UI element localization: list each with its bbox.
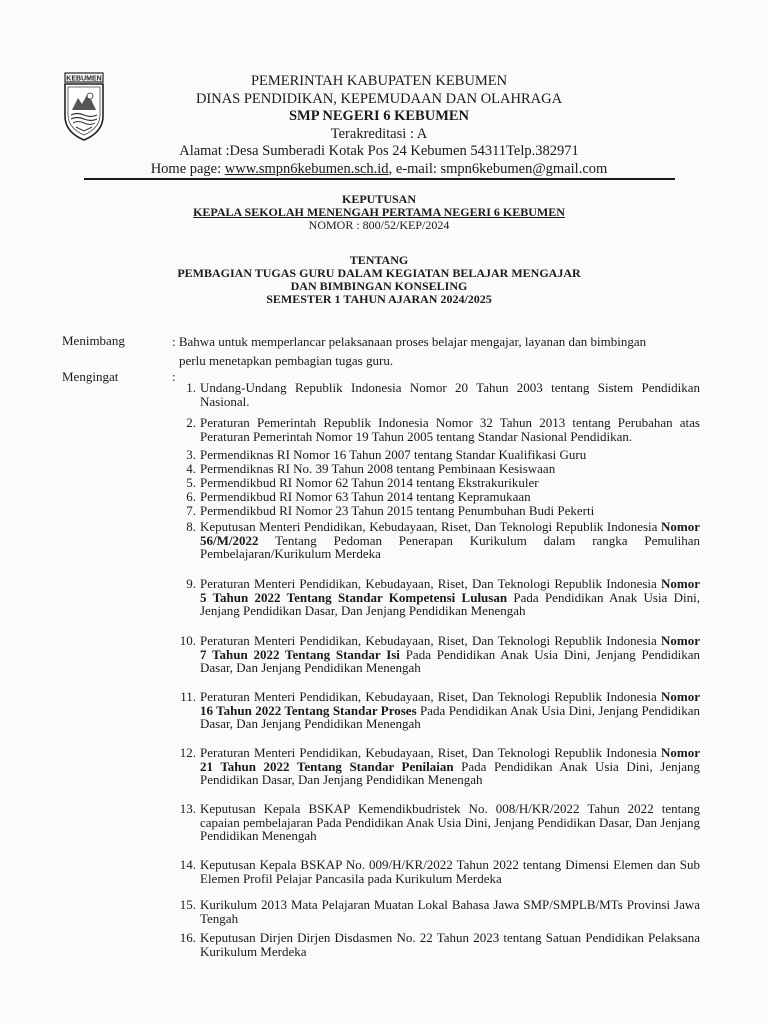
item-text-regular: Peraturan Menteri Pendidikan, Kebudayaan, Riset, Dan Teknologi Republik Indonesia <box>200 689 661 704</box>
item-text-regular: Peraturan Pemerintah Republik Indonesia Nomor 32 Tahun 2013 tentang Perubahan atas Peraturan Pemerintah Nomor 19 Tahun 2005 tentang Standar Nasional Pendidikan. <box>200 415 700 444</box>
item-number: 13. <box>179 801 196 816</box>
letterhead-department: DINAS PENDIDIKAN, KEPEMUDAAN DAN OLAHRAGA <box>195 90 563 107</box>
item-text-regular: Undang-Undang Republik Indonesia Nomor 20 Tahun 2003 tentang Sistem Pendidikan Nasional. <box>200 380 700 409</box>
item-text-continued: Pada Pendidikan Anak Usia Dini, Jenjang Pendidikan Dasar, Dan Jenjang Pendidikan Menengah <box>200 646 700 675</box>
item-number: 9. <box>186 576 196 591</box>
item-text-emphasis: Nomor 56/M/2022 <box>200 519 700 548</box>
item-number: 7. <box>186 503 196 518</box>
item-number: 8. <box>186 519 196 534</box>
considering-line-2: perlu menetapkan pembagian tugas guru. <box>179 353 394 368</box>
item-text-emphasis: Nomor 5 Tahun 2022 Tentang Standar Kompetensi Lulusan <box>200 576 700 605</box>
item-text <box>200 490 700 504</box>
item-number: 16. <box>179 930 196 945</box>
item-text <box>200 448 700 462</box>
letterhead-address: Alamat :Desa Sumberadi Kotak Pos 24 Kebumen 54311Telp.382971 <box>179 143 579 159</box>
item-text-emphasis: Nomor 16 Tahun 2022 Tentang Standar Proses <box>200 689 700 718</box>
decree-subject <box>110 254 648 306</box>
item-text-regular: Permendikbud RI Nomor 63 Tahun 2014 tentang Kepramukaan <box>200 489 531 504</box>
item-text-regular: Kurikulum 2013 Mata Pelajaran Muatan Lokal Bahasa Jawa SMP/SMPLB/MTs Provinsi Jawa Tengah <box>200 897 700 926</box>
item-text-emphasis: Nomor 21 Tahun 2022 Tentang Standar Penilaian <box>200 745 700 774</box>
decree-number: NOMOR : 800/52/KEP/2024 <box>308 218 450 232</box>
item-text-regular: Peraturan Menteri Pendidikan, Kebudayaan, Riset, Dan Teknologi Republik Indonesia <box>200 576 661 591</box>
item-text <box>200 462 700 476</box>
letterhead-divider <box>84 178 675 180</box>
item-number: 6. <box>186 489 196 504</box>
considering-line-1: : Bahwa untuk memperlancar pelaksanaan proses belajar mengajar, layanan dan bimbingan <box>172 334 647 349</box>
item-text-emphasis: Nomor 7 Tahun 2022 Tentang Standar Isi <box>200 633 700 662</box>
item-text-continued: Pada Pendidikan Anak Usia Dini, Jenjang Pendidikan Dasar, Dan Jenjang Pendidikan Menengah <box>200 589 700 618</box>
item-text-regular: Permendikbud RI Nomor 62 Tahun 2014 tentang Ekstrakurikuler <box>200 475 539 490</box>
item-number: 5. <box>186 475 196 490</box>
letterhead <box>110 73 648 178</box>
item-number: 1. <box>186 380 196 395</box>
item-text-regular: Keputusan Kepala BSKAP Kemendikbudristek No. 008/H/KR/2022 Tahun 2022 tentang capaian pembelajaran Pada Pendidikan Anak Usia Dini, Jenjang Pendidikan Dasar, Dan Jenjang Pendidikan Menengah <box>200 801 700 843</box>
item-text-regular: Peraturan Menteri Pendidikan, Kebudayaan, Riset, Dan Teknologi Republik Indonesia <box>200 745 661 760</box>
item-text <box>200 898 700 925</box>
item-text <box>200 931 700 958</box>
letterhead-accreditation: Terakreditasi : A <box>330 125 428 142</box>
about-label: TENTANG <box>349 253 409 267</box>
svg-text:KEBUMEN: KEBUMEN <box>66 75 102 83</box>
item-text-continued: Pada Pendidikan Anak Usia Dini, Jenjang Pendidikan Dasar, Dan Jenjang Pendidikan Menengah <box>200 758 701 787</box>
email-text: , e-mail: smpn6kebumen@gmail.com <box>388 160 608 177</box>
recalling-label: Mengingat <box>62 369 119 384</box>
item-number: 10. <box>179 633 196 648</box>
item-number: 11. <box>180 689 196 704</box>
item-number: 4. <box>186 461 196 476</box>
letterhead-school-name: SMP NEGERI 6 KEBUMEN <box>288 108 470 124</box>
item-text <box>200 577 700 618</box>
item-text-continued: Tentang Pedoman Penerapan Kurikulum dalam rangka Pemulihan Pembelajaran/Kurikulum Merdeka <box>200 532 700 561</box>
item-text-regular: Keputusan Dirjen Dirjen Disdasmen No. 22 Tahun 2023 tentang Satuan Pendidikan Pelaksana Kurikulum Merdeka <box>200 930 700 959</box>
item-text <box>200 504 700 518</box>
homepage-label: Home page: <box>150 160 225 177</box>
item-text-continued: Pada Pendidikan Anak Usia Dini, Jenjang Pendidikan Dasar, Dan Jenjang Pendidikan Menengah <box>200 702 701 731</box>
considering-label: Menimbang <box>62 333 125 348</box>
letterhead-government: PEMERINTAH KABUPATEN KEBUMEN <box>250 73 508 89</box>
item-text-regular: Permendiknas RI No. 39 Tahun 2008 tentang Pembinaan Kesiswaan <box>200 461 556 476</box>
item-text <box>200 520 700 561</box>
item-text <box>200 634 700 675</box>
recalling-colon: : <box>172 369 176 384</box>
item-number: 12. <box>179 745 196 760</box>
subject-line-2: DAN BIMBINGAN KONSELING <box>290 279 468 293</box>
item-text-regular: Permendikbud RI Nomor 23 Tahun 2015 tentang Penumbuhan Budi Pekerti <box>200 503 595 518</box>
decree-heading <box>110 193 648 232</box>
item-text-regular: Permendiknas RI Nomor 16 Tahun 2007 tentang Standar Kualifikasi Guru <box>200 447 587 462</box>
item-number: 3. <box>186 447 196 462</box>
item-text-regular: Peraturan Menteri Pendidikan, Kebudayaan, Riset, Dan Teknologi Republik Indonesia <box>200 633 661 648</box>
subject-line-1: PEMBAGIAN TUGAS GURU DALAM KEGIATAN BELAJAR MENGAJAR <box>177 266 581 280</box>
item-text <box>200 416 700 443</box>
considering-text <box>172 332 700 370</box>
item-text-regular: Keputusan Menteri Pendidikan, Kebudayaan, Riset, Dan Teknologi Republik Indonesia <box>200 519 661 534</box>
item-text <box>200 690 700 731</box>
letterhead-contact <box>110 161 648 179</box>
decree-title: KEPUTUSAN <box>341 192 416 206</box>
item-text <box>200 858 700 885</box>
item-text-regular: Keputusan Kepala BSKAP No. 009/H/KR/2022 Tahun 2022 tentang Dimensi Elemen dan Sub Elemen Profil Pelajar Pancasila pada Kurikulum Merdeka <box>200 857 700 886</box>
kebumen-regency-emblem-icon <box>62 72 106 142</box>
item-number: 14. <box>179 857 196 872</box>
item-text <box>200 476 700 490</box>
item-number: 2. <box>186 415 196 430</box>
item-text <box>200 746 700 787</box>
item-text <box>200 381 700 408</box>
homepage-link[interactable]: www.smpn6kebumen.sch.id <box>224 160 389 177</box>
item-number: 15. <box>179 897 196 912</box>
subject-line-3: SEMESTER 1 TAHUN AJARAN 2024/2025 <box>266 292 492 306</box>
item-text <box>200 802 700 843</box>
decree-issuer: KEPALA SEKOLAH MENENGAH PERTAMA NEGERI 6 KEBUMEN <box>193 205 565 219</box>
